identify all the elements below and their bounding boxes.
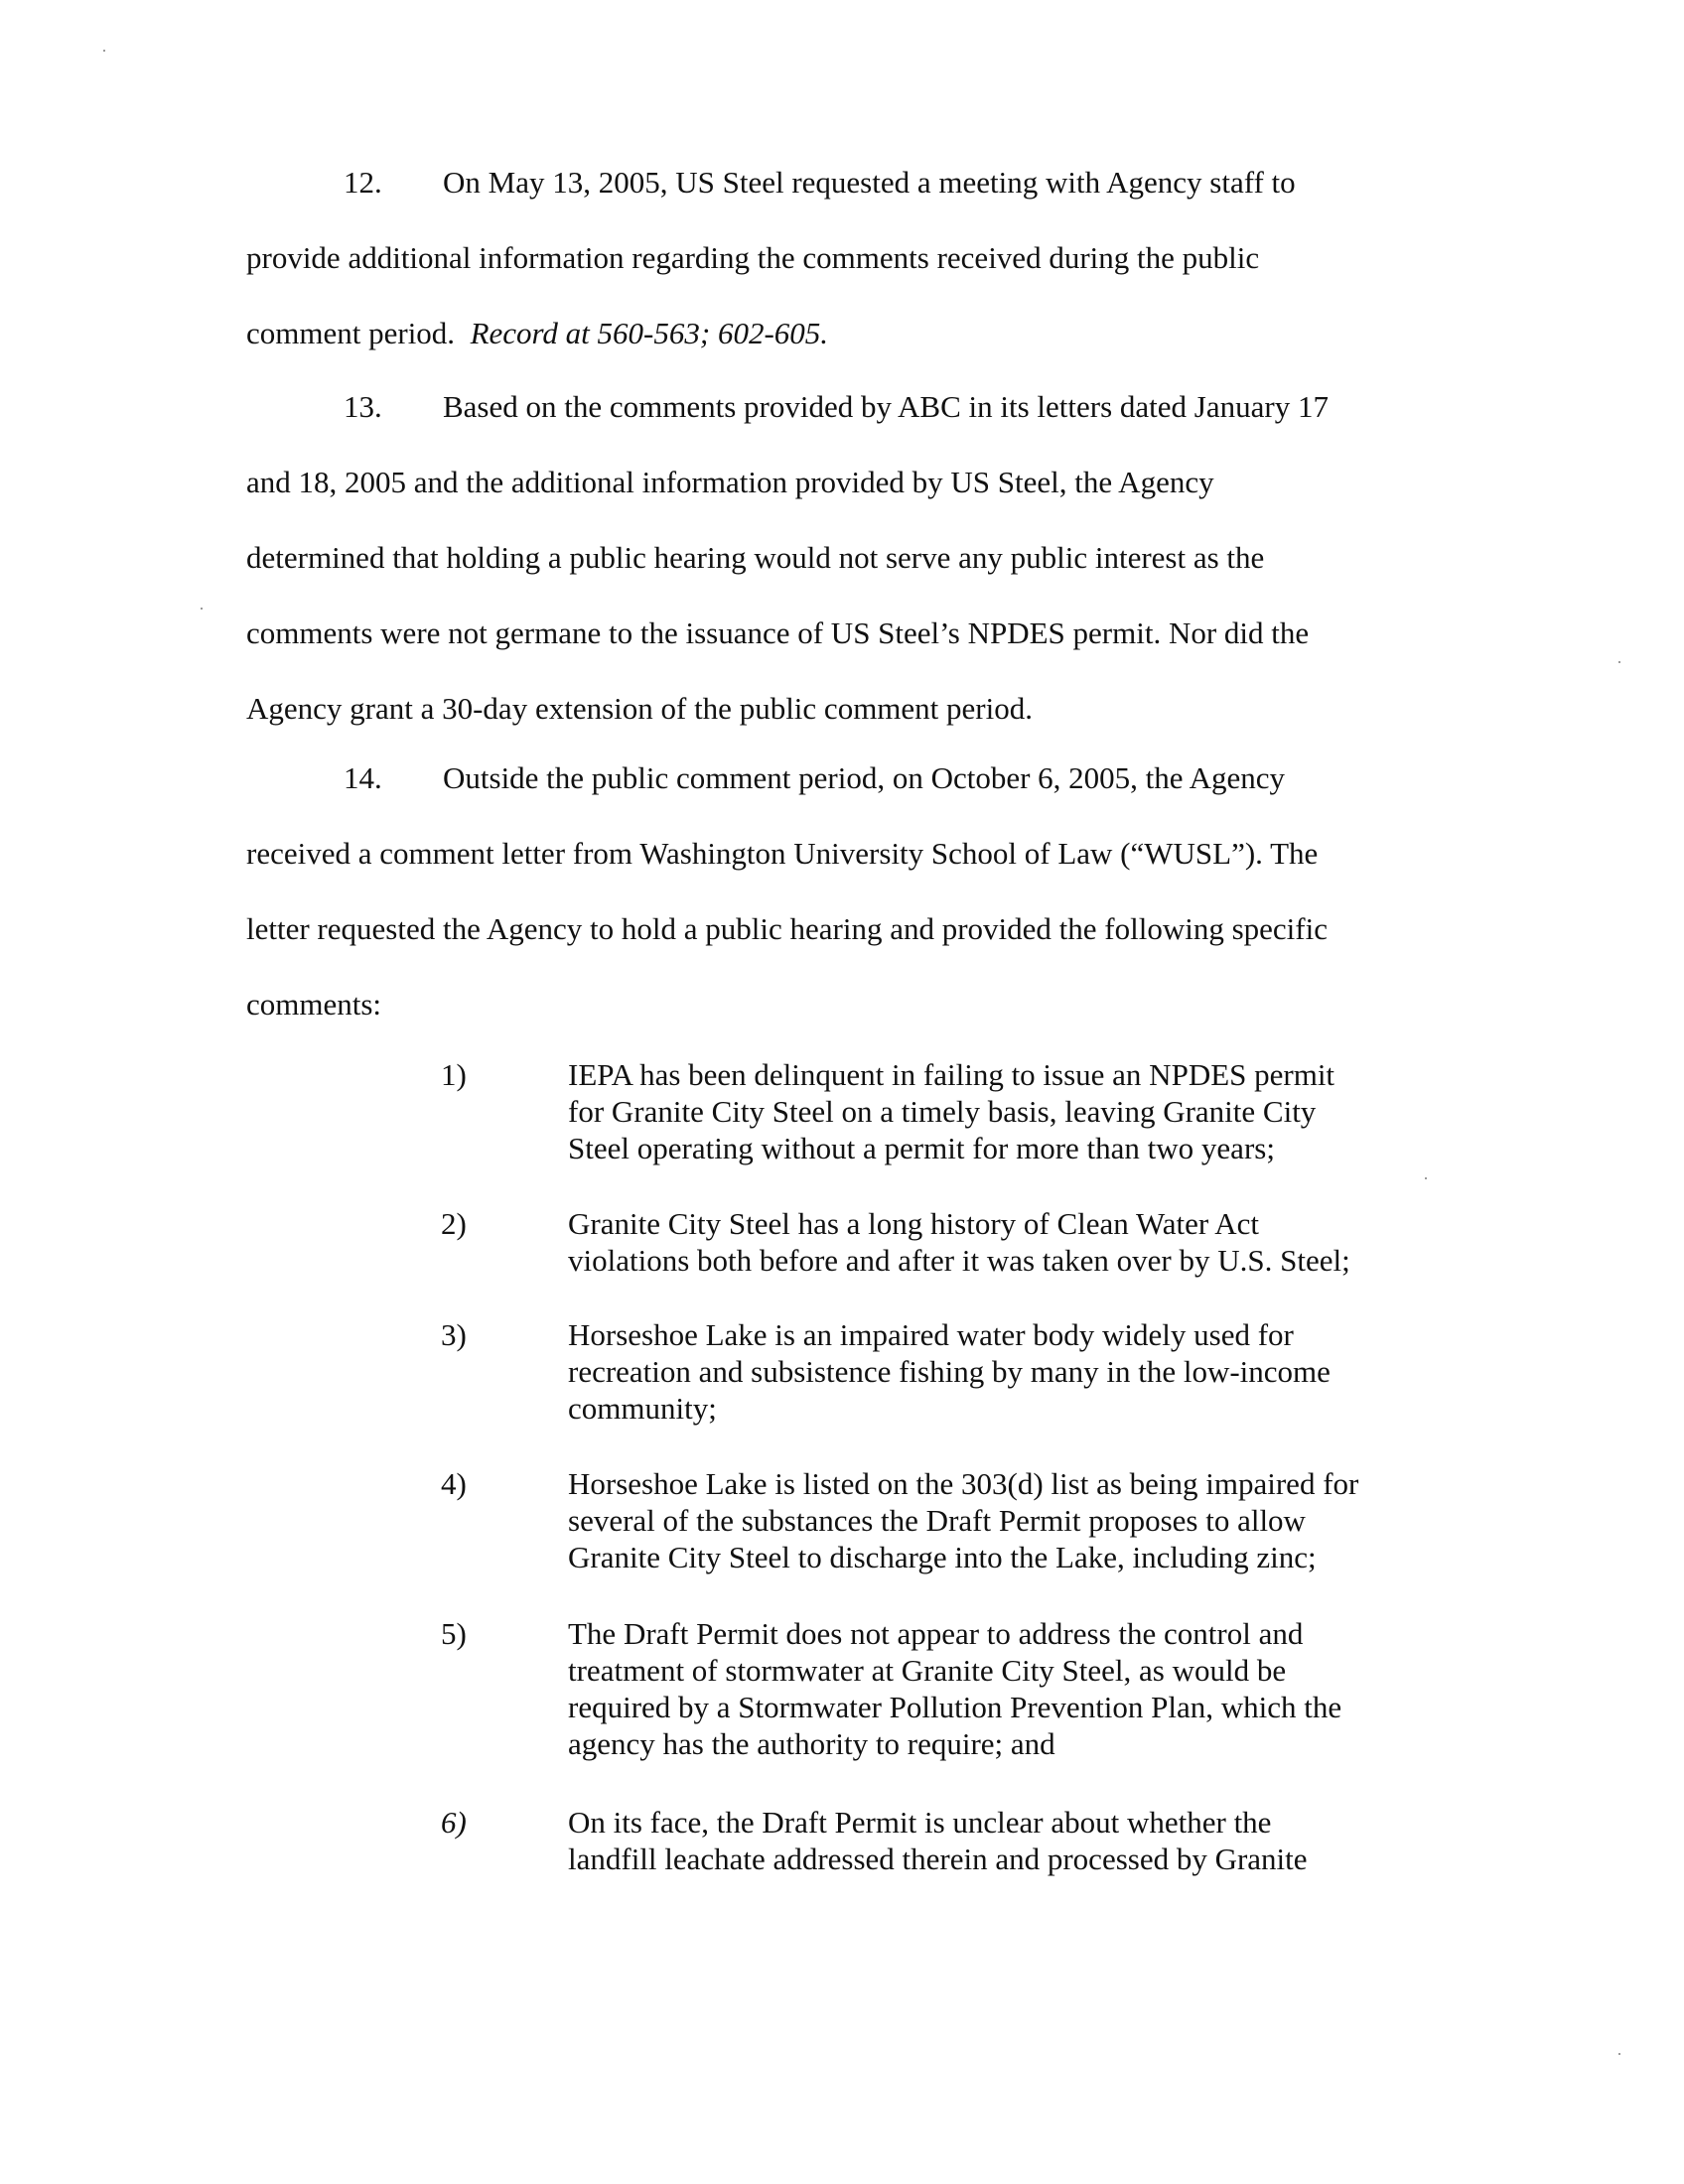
paragraph-line: determined that holding a public hearing would not serve any public interest as the — [246, 540, 1265, 575]
list-item-line: violations both before and after it was taken over by U.S. Steel; — [568, 1243, 1350, 1278]
paragraph-12 — [246, 145, 1418, 371]
list-item-line: for Granite City Steel on a timely basis, leaving Granite City — [568, 1094, 1317, 1129]
paragraph-line: received a comment letter from Washington University School of Law (“WUSL”). The — [246, 836, 1319, 871]
paragraph-text: Based on the comments provided by ABC in its letters dated January 17 — [443, 389, 1329, 424]
paragraph-line: provide additional information regarding the comments received during the public — [246, 240, 1260, 275]
list-item-line: landfill leachate addressed therein and processed by Granite — [568, 1842, 1308, 1876]
list-item-line: IEPA has been delinquent in failing to issue an NPDES permit — [568, 1057, 1335, 1092]
list-item-number: 5) — [441, 1616, 467, 1651]
list-item-line: community; — [568, 1391, 717, 1426]
list-item-line: agency has the authority to require; and — [568, 1726, 1055, 1761]
list-item-line: Granite City Steel has a long history of Clean Water Act — [568, 1206, 1260, 1241]
list-item-line: required by a Stormwater Pollution Prevention Plan, which the — [568, 1690, 1342, 1724]
list-item-line: On its face, the Draft Permit is unclear about whether the — [568, 1805, 1272, 1840]
list-item-line: treatment of stormwater at Granite City Steel, as would be — [568, 1653, 1287, 1688]
list-item-line: several of the substances the Draft Permit proposes to allow — [568, 1503, 1306, 1538]
list-item-line: Steel operating without a permit for more than two years; — [568, 1131, 1275, 1165]
list-item-line: Horseshoe Lake is an impaired water body widely used for — [568, 1317, 1294, 1352]
paragraph-line: comments were not germane to the issuance of US Steel’s NPDES permit. Nor did the — [246, 615, 1310, 650]
paragraph-line: comments: — [246, 987, 382, 1022]
record-citation: Record at 560-563; 602-605. — [470, 316, 829, 350]
list-item-line: recreation and subsistence fishing by many in the low-income — [568, 1354, 1331, 1389]
paragraph-text: comment period. — [246, 316, 456, 350]
scan-speck — [1618, 2053, 1620, 2055]
list-item-number: 4) — [441, 1466, 467, 1501]
list-item-text — [568, 1465, 1442, 1575]
list-item-number: 3) — [441, 1317, 467, 1352]
paragraph-14 — [246, 741, 1418, 1042]
list-item-number: 2) — [441, 1206, 467, 1241]
scan-speck — [201, 608, 203, 610]
scan-speck — [103, 50, 105, 52]
list-item-number: 1) — [441, 1057, 467, 1092]
paragraph-number: 14. — [344, 760, 382, 795]
paragraph-number: 12. — [344, 165, 382, 200]
scan-speck — [1618, 661, 1620, 663]
paragraph-text: Outside the public comment period, on October 6, 2005, the Agency — [443, 760, 1286, 795]
paragraph-text: On May 13, 2005, US Steel requested a meeting with Agency staff to — [443, 165, 1296, 200]
paragraph-line: and 18, 2005 and the additional information provided by US Steel, the Agency — [246, 465, 1214, 499]
paragraph-line: letter requested the Agency to hold a public hearing and provided the following specific — [246, 911, 1328, 946]
list-item-text — [568, 1205, 1442, 1279]
list-item-text — [568, 1804, 1442, 1877]
list-item-number: 6) — [441, 1805, 467, 1840]
scan-speck — [1425, 1177, 1427, 1179]
list-item-text — [568, 1056, 1442, 1166]
paragraph-13 — [246, 369, 1418, 747]
list-item-line: Granite City Steel to discharge into the Lake, including zinc; — [568, 1540, 1317, 1574]
paragraph-line — [246, 741, 1418, 816]
list-item-text — [568, 1615, 1442, 1762]
paragraph-number: 13. — [344, 389, 382, 424]
list-item-text — [568, 1316, 1442, 1427]
paragraph-line — [246, 369, 1418, 445]
paragraph-line — [246, 145, 1418, 220]
paragraph-line — [246, 296, 1418, 371]
list-item-line: Horseshoe Lake is listed on the 303(d) list as being impaired for — [568, 1466, 1359, 1501]
list-item-line: The Draft Permit does not appear to address the control and — [568, 1616, 1304, 1651]
paragraph-line: Agency grant a 30-day extension of the public comment period. — [246, 691, 1033, 726]
